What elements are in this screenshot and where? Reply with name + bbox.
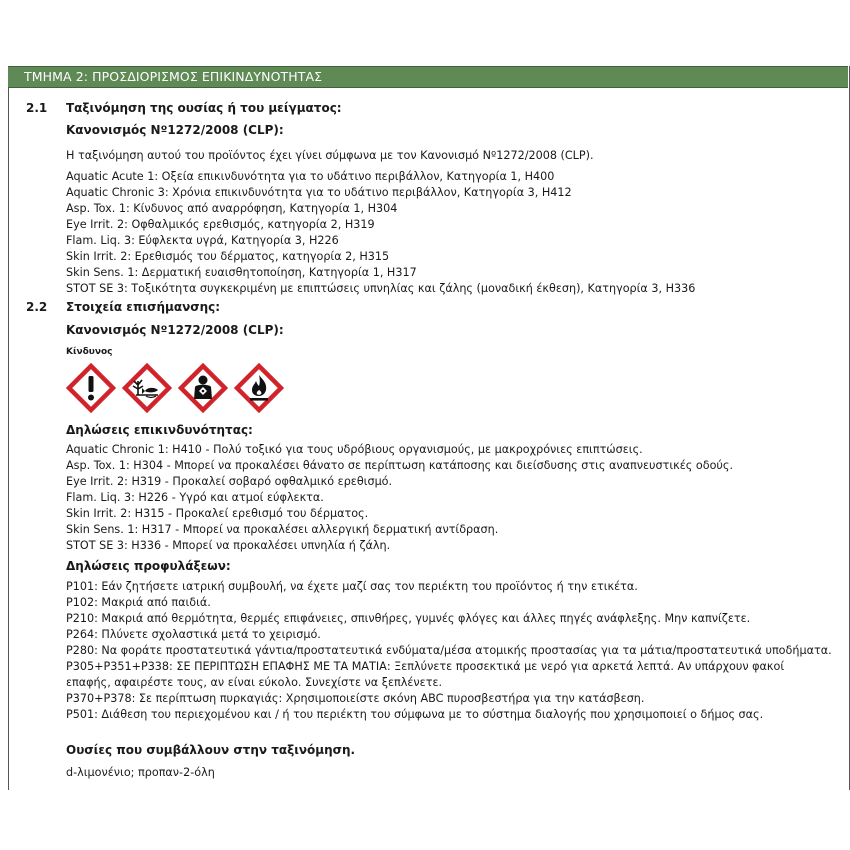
- precaution-statement: P102: Μακριά από παιδιά.: [66, 596, 211, 609]
- signal-word: Κίνδυνος: [66, 347, 113, 357]
- classification-line: Asp. Tox. 1: Κίνδυνος από αναρρόφηση, Κατηγορία 1, H304: [66, 202, 398, 215]
- contributing-substances-heading: Ουσίες που συμβάλλουν στην ταξινόμηση.: [66, 743, 356, 757]
- classification-line: Aquatic Chronic 3: Χρόνια επικινδυνότητα για το υδάτινο περιβάλλον, Κατηγορία 3, H412: [66, 186, 572, 199]
- classification-line: Eye Irrit. 2: Οφθαλμικός ερεθισμός, κατηγορία 2, H319: [66, 218, 375, 231]
- classification-intro: Η ταξινόμηση αυτού του προϊόντος έχει γίνει σύμφωνα με τον Κανονισμό Νº1272/2008 (CLP).: [66, 149, 594, 162]
- precaution-statement-continued: επαφής, αφαιρέστε τους, αν είναι εύκολο. Συνεχίστε να ξεπλένετε.: [66, 676, 443, 689]
- classification-line: STOT SE 3: Τοξικότητα συγκεκριμένη με επιπτώσεις υπνηλίας και ζάλης (μοναδική έκθεση), Κατηγορία 3, H336: [66, 282, 696, 295]
- subsection-number-2-1: 2.1: [26, 101, 48, 115]
- precaution-statement: P370+P378: Σε περίπτωση πυρκαγιάς: Χρησιμοποιείστε σκόνη ABC πυροσβεστήρα για την κατάσβεση.: [66, 692, 645, 705]
- exclamation-pictogram-icon: [66, 363, 116, 413]
- subsection-heading-2-1: Ταξινόμηση της ουσίας ή του μείγματος:: [66, 101, 342, 115]
- hazard-statements-heading: Δηλώσεις επικινδυνότητας:: [66, 423, 253, 437]
- hazard-statement: Eye Irrit. 2: H319 - Προκαλεί σοβαρό οφθαλμικό ερεθισμό.: [66, 475, 393, 488]
- hazard-statement: Flam. Liq. 3: H226 - Υγρό και ατμοί εύφλεκτα.: [66, 491, 324, 504]
- section-title: ΤΜΗΜΑ 2: ΠΡΟΣΔΙΟΡΙΣΜΟΣ ΕΠΙΚΙΝΔΥΝΟΤΗΤΑΣ: [24, 69, 323, 84]
- precaution-statements-heading: Δηλώσεις προφυλάξεων:: [66, 559, 231, 573]
- precaution-statement: P305+P351+P338: ΣΕ ΠΕΡΙΠΤΩΣΗ ΕΠΑΦΗΣ ΜΕ ΤΑ ΜΑΤΙΑ: Ξεπλύνετε προσεκτικά με νερό για αρκετά λεπτά. Αν υπάρχουν φακοί: [66, 660, 785, 673]
- classification-line: Flam. Liq. 3: Εύφλεκτα υγρά, Κατηγορία 3, H226: [66, 234, 339, 247]
- precaution-statement: P501: Διάθεση του περιεχομένου και / ή του περιέκτη του σύμφωνα με το σύστημα διαλογής που χρησιμοποιεί ο δήμος σας.: [66, 708, 764, 721]
- precaution-statement: P264: Πλύνετε σχολαστικά μετά το χειρισμό.: [66, 628, 321, 641]
- precaution-statement: P101: Εάν ζητήσετε ιατρική συμβουλή, να έχετε μαζί σας τον περιέκτη του προϊόντος ή την ετικέτα.: [66, 580, 638, 593]
- contributing-substances: d-λιμονένιο; προπαν-2-όλη: [66, 766, 215, 779]
- subsection-heading-2-2: Στοιχεία επισήμανσης:: [66, 300, 221, 314]
- health-hazard-pictogram-icon: [178, 363, 228, 413]
- classification-line: Skin Sens. 1: Δερματική ευαισθητοποίηση, Κατηγορία 1, H317: [66, 266, 417, 279]
- classification-line: Skin Irrit. 2: Ερεθισμός του δέρματος, κατηγορία 2, H315: [66, 250, 390, 263]
- hazard-statement: Skin Sens. 1: H317 - Μπορεί να προκαλέσει αλλεργική δερματική αντίδραση.: [66, 523, 499, 536]
- regulation-heading-2-1: Κανονισμός Νº1272/2008 (CLP):: [66, 123, 284, 137]
- hazard-statement: Skin Irrit. 2: H315 - Προκαλεί ερεθισμό του δέρματος.: [66, 507, 369, 520]
- section-header: [8, 66, 848, 88]
- flame-pictogram-icon: [234, 363, 284, 413]
- environment-pictogram-icon: [122, 363, 172, 413]
- hazard-statement: Aquatic Chronic 1: H410 - Πολύ τοξικό για τους υδρόβιους οργανισμούς, με μακροχρόνιες επιπτώσεις.: [66, 443, 643, 456]
- classification-line: Aquatic Acute 1: Οξεία επικινδυνότητα για το υδάτινο περιβάλλον, Κατηγορία 1, H400: [66, 170, 555, 183]
- regulation-heading-2-2: Κανονισμός Νº1272/2008 (CLP):: [66, 323, 284, 337]
- subsection-number-2-2: 2.2: [26, 300, 48, 314]
- hazard-statement: STOT SE 3: H336 - Μπορεί να προκαλέσει υπνηλία ή ζάλη.: [66, 539, 391, 552]
- precaution-statement: P210: Μακριά από θερμότητα, θερμές επιφάνειες, σπινθήρες, γυμνές φλόγες και άλλες πηγές ανάφλεξης. Μην καπνίζετε.: [66, 612, 751, 625]
- precaution-statement: P280: Να φοράτε προστατευτικά γάντια/προστατευτικά ενδύματα/μέσα ατομικής προστασίας για τα μάτια/προστατευτικά υποδήματα.: [66, 644, 832, 657]
- hazard-statement: Asp. Tox. 1: H304 - Μπορεί να προκαλέσει θάνατο σε περίπτωση κατάποσης και διείσδυσης στις αναπνευστικές οδούς.: [66, 459, 734, 472]
